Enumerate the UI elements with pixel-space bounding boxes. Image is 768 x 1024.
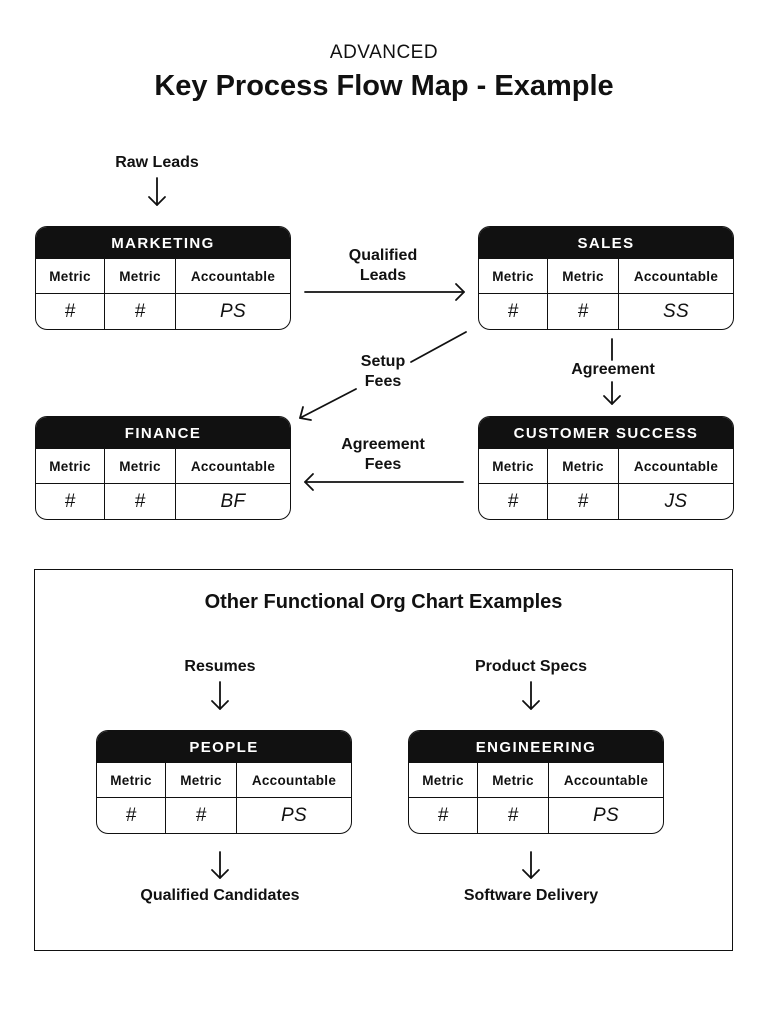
edge-label-agreement-fees: Agreement Fees	[341, 436, 425, 473]
accountable-owner: PS	[281, 805, 307, 826]
metric-value: #	[166, 798, 237, 834]
box-title: SALES	[479, 227, 733, 259]
metric-header: Metric	[548, 259, 619, 293]
accountable-header: Accountable	[190, 458, 276, 474]
metric-header: Metric	[36, 449, 105, 483]
arrow-qualified-leads	[305, 284, 464, 300]
metric-header: Metric	[479, 449, 548, 483]
accountable-owner: SS	[663, 301, 689, 322]
process-box-customer-success	[478, 416, 734, 520]
accountable-header: Accountable	[563, 772, 649, 788]
process-box-finance	[35, 416, 291, 520]
metric-value: #	[478, 798, 549, 834]
metric-header: Metric	[105, 449, 176, 483]
metric-value: #	[105, 294, 176, 330]
accountable-owner: PS	[220, 301, 246, 322]
metric-header: Metric	[105, 259, 176, 293]
metric-value: #	[479, 294, 548, 330]
metric-header: Metric	[36, 259, 105, 293]
metric-header: Metric	[97, 763, 166, 797]
arrow-raw-leads	[149, 178, 165, 205]
metric-value: #	[97, 798, 166, 834]
box-title: PEOPLE	[97, 731, 351, 763]
other-examples-title: Other Functional Org Chart Examples	[204, 591, 563, 613]
metric-header: Metric	[409, 763, 478, 797]
process-box-people	[96, 730, 352, 834]
accountable-header: Accountable	[633, 268, 719, 284]
edge-label-qualified-leads: Qualified Leads	[348, 247, 418, 284]
box-title: ENGINEERING	[409, 731, 663, 763]
input-label-raw-leads: Raw Leads	[115, 154, 199, 171]
metric-value: #	[548, 294, 619, 330]
box-title: FINANCE	[36, 417, 290, 449]
metric-value: #	[409, 798, 478, 834]
accountable-header: Accountable	[190, 268, 276, 284]
process-box-engineering	[408, 730, 664, 834]
metric-value: #	[479, 484, 548, 520]
page-eyebrow: ADVANCED	[329, 42, 439, 63]
metric-value: #	[105, 484, 176, 520]
output-label-software-delivery: Software Delivery	[463, 887, 599, 904]
output-label-qualified-candidates: Qualified Candidates	[140, 887, 300, 904]
metric-header: Metric	[548, 449, 619, 483]
accountable-header: Accountable	[251, 772, 337, 788]
metric-header: Metric	[478, 763, 549, 797]
edge-label-agreement: Agreement	[571, 361, 655, 378]
accountable-owner: BF	[220, 491, 246, 512]
metric-header: Metric	[479, 259, 548, 293]
arrow-agreement-fees	[305, 474, 463, 490]
metric-value: #	[36, 484, 105, 520]
metric-value: #	[548, 484, 619, 520]
input-label-product-specs: Product Specs	[474, 658, 588, 675]
accountable-owner: PS	[593, 805, 619, 826]
process-box-sales	[478, 226, 734, 330]
accountable-header: Accountable	[633, 458, 719, 474]
box-title: CUSTOMER SUCCESS	[479, 417, 733, 449]
process-box-marketing	[35, 226, 291, 330]
page-title: Key Process Flow Map - Example	[154, 70, 614, 102]
box-title: MARKETING	[36, 227, 290, 259]
accountable-owner: JS	[664, 491, 688, 512]
metric-header: Metric	[166, 763, 237, 797]
edge-label-setup-fees: Setup Fees	[360, 353, 406, 390]
metric-value: #	[36, 294, 105, 330]
input-label-resumes: Resumes	[184, 658, 256, 675]
